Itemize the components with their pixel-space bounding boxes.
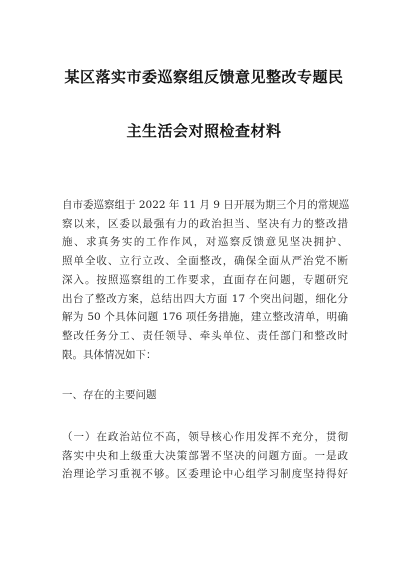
intro-line: 限。具体情况如下： <box>62 348 157 361</box>
intro-line: 出台了整改方案，总结出四大方面 17 个突出问题，细化分 <box>62 292 348 305</box>
document-title-line-2: 主生活会对照检查材料 <box>126 122 282 140</box>
section1-line: （一）在政治站位不高，领导核心作用发挥不充分，贯彻 <box>62 431 348 443</box>
intro-line: 解为 50 个具体问题 176 项任务措施，建立整改清单，明确 <box>62 311 348 324</box>
section1-line: 治理论学习重视不够。区委理论中心组学习制度坚持得好 <box>62 468 348 481</box>
intro-line: 察以来，区委以最强有力的政治担当、坚决有力的整改措 <box>62 217 348 230</box>
intro-paragraph <box>62 196 348 364</box>
intro-line: 深入。按照巡察组的工作要求，直面存在问题，专题研究 <box>62 273 348 286</box>
section1-line: 落实中央和上级重大决策部署不坚决的问题方面。一是政 <box>62 449 348 462</box>
section-heading: 一、存在的主要问题 <box>62 389 157 401</box>
document-title-line-1: 某区落实市委巡察组反馈意见整改专题民 <box>64 68 344 86</box>
intro-line: 照单全收、立行立改、全面整改，确保全面从严治党不断 <box>62 255 348 268</box>
section1-paragraph <box>62 428 348 484</box>
intro-line: 自市委巡察组于 2022 年 11 月 9 日开展为期三个月的常规巡 <box>62 199 350 211</box>
intro-line: 施、求真务实的工作作风，对巡察反馈意见坚决拥护、 <box>62 236 348 249</box>
intro-line: 整改任务分工、责任领导、牵头单位、责任部门和整改时 <box>62 329 348 342</box>
